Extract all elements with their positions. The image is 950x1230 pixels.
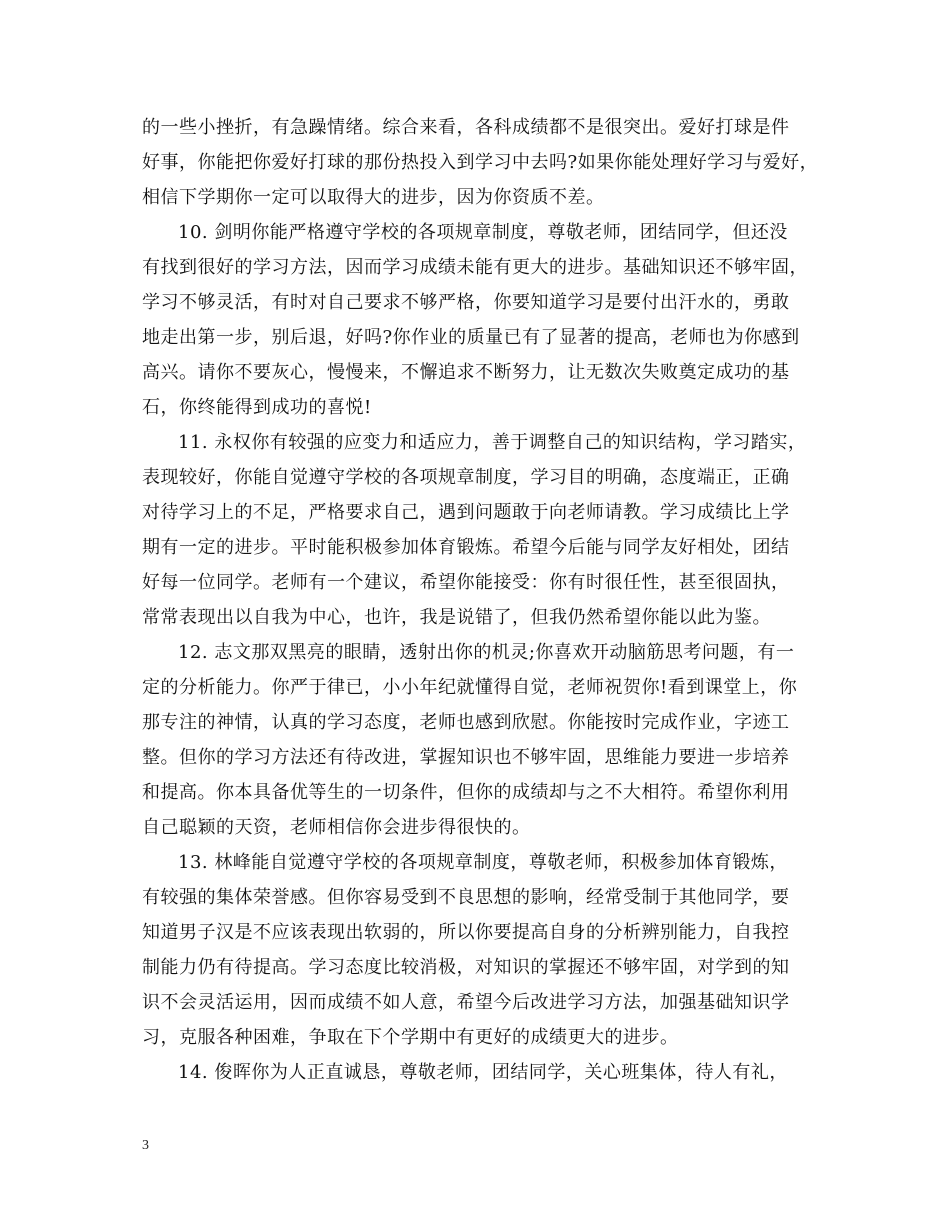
text-line: 的一些小挫折，有急躁情绪。综合来看，各科成绩都不是很突出。爱好打球是件 <box>142 117 790 138</box>
document-body <box>142 110 822 1090</box>
text-line: 识不会灵活运用，因而成绩不如人意，希望今后改进学习方法，加强基础知识学 <box>142 992 790 1013</box>
text-line: 和提高。你本具备优等生的一切条件，但你的成绩却与之不大相符。希望你利用 <box>142 782 790 803</box>
text-line: 期有一定的进步。平时能积极参加体育锻炼。希望今后能与同学友好相处，团结 <box>142 537 790 558</box>
text-line: 有找到很好的学习方法，因而学习成绩未能有更大的进步。基础知识还不够牢固， <box>142 257 808 278</box>
paragraph-first-line: 10. 剑明你能严格遵守学校的各项规章制度，尊敬老师，团结同学，但还没 <box>178 222 788 243</box>
paragraph-first-line: 11. 永权你有较强的应变力和适应力，善于调整自己的知识结构，学习踏实， <box>178 432 807 453</box>
paragraph-first-line: 13. 林峰能自觉遵守学校的各项规章制度，尊敬老师，积极参加体育锻炼， <box>178 852 788 873</box>
paragraph-first-line: 14. 俊晖你为人正直诚恳，尊敬老师，团结同学，关心班集体，待人有礼， <box>178 1062 788 1083</box>
text-line: 知道男子汉是不应该表现出软弱的，所以你要提高自身的分析辨别能力，自我控 <box>142 922 790 943</box>
text-line: 地走出第一步，别后退，好吗?你作业的质量已有了显著的提高，老师也为你感到 <box>142 327 800 348</box>
text-line: 高兴。请你不要灰心，慢慢来，不懈追求不断努力，让无数次失败奠定成功的基 <box>142 362 790 383</box>
text-line: 相信下学期你一定可以取得大的进步，因为你资质不差。 <box>142 187 605 208</box>
text-line: 常常表现出以自我为中心，也许，我是说错了，但我仍然希望你能以此为鉴。 <box>142 607 771 628</box>
text-line: 有较强的集体荣誉感。但你容易受到不良思想的影响，经常受制于其他同学，要 <box>142 887 790 908</box>
text-line: 对待学习上的不足，严格要求自己，遇到问题敢于向老师请教。学习成绩比上学 <box>142 502 790 523</box>
text-line: 自己聪颖的天资，老师相信你会进步得很快的。 <box>142 817 531 838</box>
text-line: 定的分析能力。你严于律已，小小年纪就懂得自觉，老师祝贺你!看到课堂上，你 <box>142 677 798 698</box>
text-line: 好每一位同学。老师有一个建议，希望你能接受：你有时很任性，甚至很固执， <box>142 572 790 593</box>
text-line: 制能力仍有待提高。学习态度比较消极，对知识的掌握还不够牢固，对学到的知 <box>142 957 790 978</box>
text-line: 习，克服各种困难，争取在下个学期中有更好的成绩更大的进步。 <box>142 1027 679 1048</box>
page-number: 3 <box>142 1138 149 1153</box>
text-line: 表现较好，你能自觉遵守学校的各项规章制度，学习目的明确，态度端正，正确 <box>142 467 790 488</box>
paragraph-first-line: 12. 志文那双黑亮的眼睛，透射出你的机灵;你喜欢开动脑筋思考问题，有一 <box>178 642 795 663</box>
text-line: 那专注的神情，认真的学习态度，老师也感到欣慰。你能按时完成作业，字迹工 <box>142 712 790 733</box>
text-line: 好事，你能把你爱好打球的那份热投入到学习中去吗?如果你能处理好学习与爱好， <box>142 152 819 173</box>
text-line: 学习不够灵活，有时对自己要求不够严格，你要知道学习是要付出汗水的，勇敢 <box>142 292 790 313</box>
text-line: 整。但你的学习方法还有待改进，掌握知识也不够牢固，思维能力要进一步培养 <box>142 747 790 768</box>
text-line: 石，你终能得到成功的喜悦! <box>142 397 372 418</box>
